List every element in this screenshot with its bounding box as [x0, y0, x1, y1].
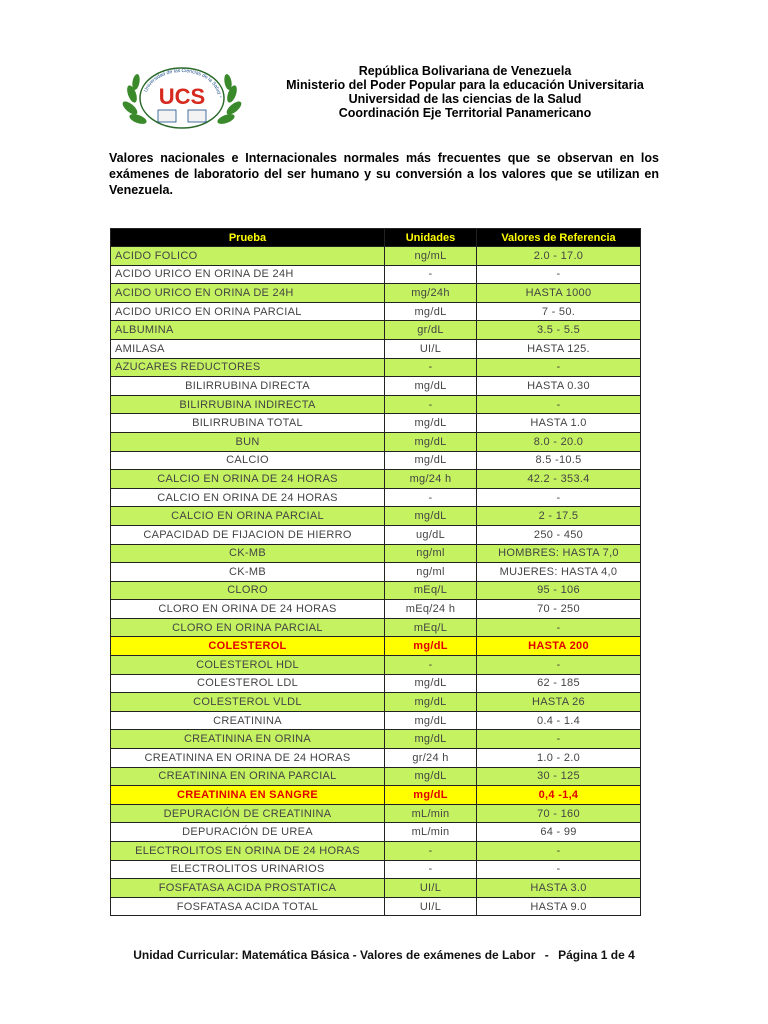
cell-unidades: mg/24h: [385, 284, 477, 303]
cell-prueba: COLESTEROL LDL: [111, 674, 385, 693]
table-row: [111, 860, 641, 879]
cell-unidades: mg/dL: [385, 711, 477, 730]
cell-valores: HASTA 1.0: [477, 414, 641, 433]
cell-prueba: BILIRRUBINA TOTAL: [111, 414, 385, 433]
cell-unidades: mg/dL: [385, 730, 477, 749]
cell-valores: -: [477, 656, 641, 675]
cell-prueba: COLESTEROL: [111, 637, 385, 656]
university-logo: [122, 64, 242, 136]
table-row: [111, 488, 641, 507]
table-row: [111, 767, 641, 786]
cell-prueba: CK-MB: [111, 544, 385, 563]
cell-unidades: ng/ml: [385, 544, 477, 563]
cell-unidades: -: [385, 842, 477, 861]
cell-unidades: -: [385, 860, 477, 879]
table-row: [111, 711, 641, 730]
cell-unidades: UI/L: [385, 879, 477, 898]
table-row: [111, 563, 641, 582]
table-row: [111, 284, 641, 303]
cell-valores: -: [477, 488, 641, 507]
cell-prueba: BUN: [111, 432, 385, 451]
cell-valores: HOMBRES: HASTA 7,0: [477, 544, 641, 563]
table-row: [111, 507, 641, 526]
cell-valores: 95 - 106: [477, 581, 641, 600]
cell-unidades: ng/ml: [385, 563, 477, 582]
cell-valores: -: [477, 860, 641, 879]
cell-valores: HASTA 26: [477, 693, 641, 712]
table-row: [111, 823, 641, 842]
cell-valores: 0,4 -1,4: [477, 786, 641, 805]
cell-unidades: mg/dL: [385, 432, 477, 451]
table-row: [111, 470, 641, 489]
cell-unidades: mL/min: [385, 804, 477, 823]
cell-prueba: ACIDO FOLICO: [111, 247, 385, 266]
cell-valores: 2.0 - 17.0: [477, 247, 641, 266]
cell-prueba: ACIDO URICO EN ORINA DE 24H: [111, 284, 385, 303]
table-row: [111, 414, 641, 433]
cell-prueba: CLORO: [111, 581, 385, 600]
cell-prueba: ELECTROLITOS EN ORINA DE 24 HORAS: [111, 842, 385, 861]
cell-unidades: UI/L: [385, 897, 477, 916]
intro-paragraph: Valores nacionales e Internacionales normales más frecuentes que se observan en los exámenes de laboratorio del ser humano y su conversión a los valores que se utilizan en Venezuela.: [109, 151, 659, 197]
cell-unidades: mL/min: [385, 823, 477, 842]
column-header-unidades: Unidades: [385, 229, 477, 247]
table-row: [111, 804, 641, 823]
table-row: [111, 600, 641, 619]
cell-prueba: CALCIO EN ORINA PARCIAL: [111, 507, 385, 526]
cell-valores: -: [477, 842, 641, 861]
logo-text: UCS: [158, 84, 206, 109]
cell-unidades: mg/dL: [385, 451, 477, 470]
table-row: [111, 525, 641, 544]
cell-valores: 1.0 - 2.0: [477, 749, 641, 768]
cell-prueba: CLORO EN ORINA DE 24 HORAS: [111, 600, 385, 619]
cell-unidades: mg/dL: [385, 414, 477, 433]
table-row: [111, 339, 641, 358]
table-row: [111, 786, 641, 805]
cell-unidades: mEq/L: [385, 618, 477, 637]
cell-valores: HASTA 125.: [477, 339, 641, 358]
table-row: [111, 321, 641, 340]
cell-prueba: FOSFATASA ACIDA TOTAL: [111, 897, 385, 916]
header-line-2: Ministerio del Poder Popular para la educación Universitaria: [286, 78, 644, 92]
cell-unidades: mEq/24 h: [385, 600, 477, 619]
logo-arc-text: Universidad de las Ciencias de la Salud ": [143, 67, 223, 98]
cell-prueba: CLORO EN ORINA PARCIAL: [111, 618, 385, 637]
cell-valores: HASTA 200: [477, 637, 641, 656]
cell-unidades: ng/mL: [385, 247, 477, 266]
cell-unidades: mg/dL: [385, 693, 477, 712]
table-row: [111, 395, 641, 414]
cell-unidades: mEq/L: [385, 581, 477, 600]
cell-prueba: CREATININA EN ORINA PARCIAL: [111, 767, 385, 786]
cell-prueba: CALCIO: [111, 451, 385, 470]
cell-valores: HASTA 3.0: [477, 879, 641, 898]
cell-unidades: mg/dL: [385, 377, 477, 396]
cell-valores: -: [477, 358, 641, 377]
cell-valores: 70 - 160: [477, 804, 641, 823]
document-header: [275, 64, 655, 120]
table-row: [111, 674, 641, 693]
cell-valores: HASTA 0.30: [477, 377, 641, 396]
cell-unidades: -: [385, 358, 477, 377]
cell-prueba: COLESTEROL HDL: [111, 656, 385, 675]
cell-unidades: mg/dL: [385, 786, 477, 805]
footer-course: Unidad Curricular: Matemática Básica - Valores de exámenes de Labor: [133, 948, 536, 962]
cell-unidades: mg/dL: [385, 637, 477, 656]
column-header-prueba: Prueba: [111, 229, 385, 247]
header-line-3: Universidad de las ciencias de la Salud: [348, 92, 582, 106]
cell-unidades: mg/dL: [385, 674, 477, 693]
table-row: [111, 897, 641, 916]
cell-unidades: -: [385, 395, 477, 414]
column-header-valores: Valores de Referencia: [477, 229, 641, 247]
table-row: [111, 879, 641, 898]
table-row: [111, 451, 641, 470]
cell-prueba: CALCIO EN ORINA DE 24 HORAS: [111, 488, 385, 507]
cell-prueba: ALBUMINA: [111, 321, 385, 340]
table-row: [111, 618, 641, 637]
table-row: [111, 377, 641, 396]
footer-page-number: Página 1 de 4: [558, 948, 635, 962]
cell-valores: 0.4 - 1.4: [477, 711, 641, 730]
cell-unidades: mg/24 h: [385, 470, 477, 489]
table-row: [111, 247, 641, 266]
cell-valores: 62 - 185: [477, 674, 641, 693]
table-row: [111, 656, 641, 675]
header-line-1: República Bolivariana de Venezuela: [358, 64, 572, 78]
cell-prueba: ELECTROLITOS URINARIOS: [111, 860, 385, 879]
cell-unidades: mg/dL: [385, 767, 477, 786]
header-line-4: Coordinación Eje Territorial Panamericano: [338, 106, 592, 120]
table-row: [111, 693, 641, 712]
cell-prueba: DEPURACIÓN DE CREATININA: [111, 804, 385, 823]
cell-valores: 42.2 - 353.4: [477, 470, 641, 489]
table-row: [111, 842, 641, 861]
cell-unidades: mg/dL: [385, 507, 477, 526]
table-row: [111, 581, 641, 600]
cell-prueba: CK-MB: [111, 563, 385, 582]
table-row: [111, 265, 641, 284]
cell-prueba: ACIDO URICO EN ORINA DE 24H: [111, 265, 385, 284]
cell-unidades: UI/L: [385, 339, 477, 358]
table-row: [111, 544, 641, 563]
cell-prueba: BILIRRUBINA INDIRECTA: [111, 395, 385, 414]
ucs-seal-icon: [122, 64, 242, 136]
cell-valores: 7 - 50.: [477, 302, 641, 321]
cell-unidades: mg/dL: [385, 302, 477, 321]
cell-prueba: CREATININA EN SANGRE: [111, 786, 385, 805]
footer-separator: -: [544, 948, 549, 962]
table-row: [111, 358, 641, 377]
cell-prueba: CALCIO EN ORINA DE 24 HORAS: [111, 470, 385, 489]
cell-valores: 30 - 125: [477, 767, 641, 786]
cell-valores: MUJERES: HASTA 4,0: [477, 563, 641, 582]
cell-unidades: gr/dL: [385, 321, 477, 340]
cell-valores: 70 - 250: [477, 600, 641, 619]
cell-valores: 8.0 - 20.0: [477, 432, 641, 451]
table-body: [111, 247, 641, 916]
cell-prueba: CREATININA: [111, 711, 385, 730]
cell-unidades: gr/24 h: [385, 749, 477, 768]
cell-valores: -: [477, 618, 641, 637]
cell-valores: 2 - 17.5: [477, 507, 641, 526]
cell-unidades: ug/dL: [385, 525, 477, 544]
cell-valores: 8.5 -10.5: [477, 451, 641, 470]
table-row: [111, 749, 641, 768]
table-header-row: [111, 229, 641, 247]
page-footer: [0, 948, 768, 962]
cell-prueba: DEPURACIÓN DE UREA: [111, 823, 385, 842]
cell-valores: 3.5 - 5.5: [477, 321, 641, 340]
table-row: [111, 302, 641, 321]
cell-valores: HASTA 1000: [477, 284, 641, 303]
cell-prueba: COLESTEROL VLDL: [111, 693, 385, 712]
cell-prueba: CREATININA EN ORINA DE 24 HORAS: [111, 749, 385, 768]
cell-valores: -: [477, 265, 641, 284]
table-row: [111, 637, 641, 656]
cell-prueba: CAPACIDAD DE FIJACION DE HIERRO: [111, 525, 385, 544]
cell-valores: -: [477, 395, 641, 414]
lab-values-table: [110, 228, 641, 916]
cell-valores: 250 - 450: [477, 525, 641, 544]
cell-valores: -: [477, 730, 641, 749]
cell-prueba: FOSFATASA ACIDA PROSTATICA: [111, 879, 385, 898]
cell-prueba: CREATININA EN ORINA: [111, 730, 385, 749]
table-row: [111, 730, 641, 749]
cell-unidades: -: [385, 656, 477, 675]
cell-prueba: AZUCARES REDUCTORES: [111, 358, 385, 377]
cell-unidades: -: [385, 488, 477, 507]
cell-valores: 64 - 99: [477, 823, 641, 842]
cell-prueba: BILIRRUBINA DIRECTA: [111, 377, 385, 396]
cell-valores: HASTA 9.0: [477, 897, 641, 916]
cell-prueba: ACIDO URICO EN ORINA PARCIAL: [111, 302, 385, 321]
table-row: [111, 432, 641, 451]
cell-prueba: AMILASA: [111, 339, 385, 358]
cell-unidades: -: [385, 265, 477, 284]
